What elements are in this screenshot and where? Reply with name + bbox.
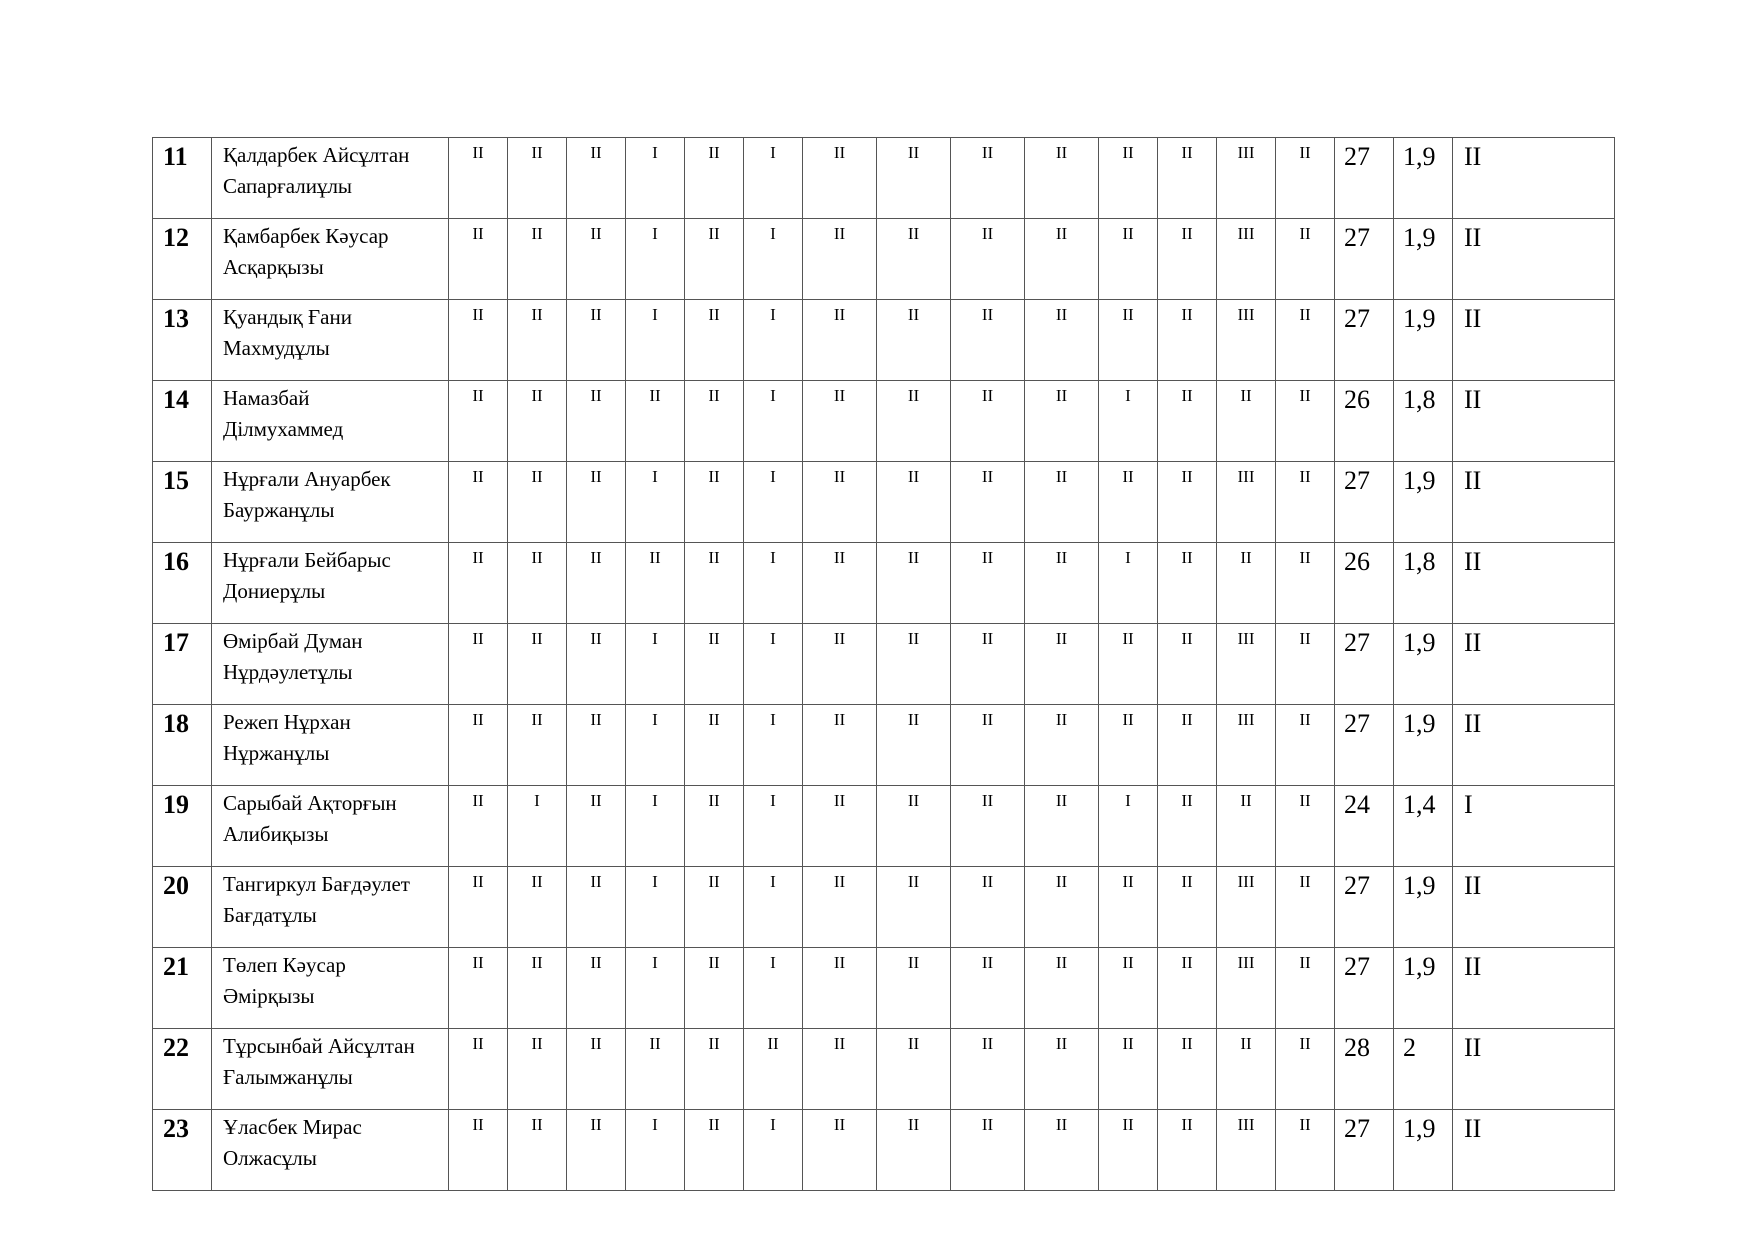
student-name — [212, 867, 449, 948]
grade-cell: III — [1217, 867, 1276, 948]
grade-cell: II — [803, 543, 877, 624]
grade-cell: II — [449, 948, 508, 1029]
grade-cell: II — [1158, 138, 1217, 219]
row-number: 18 — [153, 705, 212, 786]
level: II — [1453, 1110, 1615, 1191]
grade-cell: II — [1158, 381, 1217, 462]
student-name-line1: Нұрғали Бейбарыс — [223, 548, 391, 572]
grade-cell: II — [508, 543, 567, 624]
grade-cell: I — [626, 705, 685, 786]
grade-cell: II — [877, 1110, 951, 1191]
student-name — [212, 1110, 449, 1191]
grade-cell: II — [1158, 300, 1217, 381]
grade-cell: II — [1276, 219, 1335, 300]
grade-cell: II — [1276, 705, 1335, 786]
grade-cell: I — [1099, 786, 1158, 867]
grade-cell: II — [685, 948, 744, 1029]
grade-cell: II — [508, 138, 567, 219]
level: II — [1453, 462, 1615, 543]
grade-cell: II — [803, 1110, 877, 1191]
grade-cell: II — [1025, 786, 1099, 867]
level: II — [1453, 381, 1615, 462]
grade-cell: II — [449, 219, 508, 300]
table-row — [153, 786, 1615, 867]
grade-cell: II — [685, 786, 744, 867]
grade-cell: II — [951, 705, 1025, 786]
student-name-line1: Сарыбай Ақторғын — [223, 791, 397, 815]
row-number: 14 — [153, 381, 212, 462]
level: II — [1453, 1029, 1615, 1110]
grade-cell: I — [626, 138, 685, 219]
level: II — [1453, 138, 1615, 219]
student-name-line2: Дониерұлы — [223, 579, 326, 603]
grade-cell: II — [567, 1110, 626, 1191]
student-name-line1: Тангиркул Бағдәулет — [223, 872, 410, 896]
grade-cell: II — [508, 705, 567, 786]
grade-cell: II — [685, 705, 744, 786]
grade-cell: II — [951, 219, 1025, 300]
total-score: 27 — [1335, 300, 1394, 381]
student-name-line1: Өмірбай Думан — [223, 629, 363, 653]
grade-cell: II — [1099, 867, 1158, 948]
grade-cell: II — [685, 219, 744, 300]
grade-cell: II — [1099, 1029, 1158, 1110]
grade-cell: II — [1025, 138, 1099, 219]
grade-cell: II — [1158, 948, 1217, 1029]
grade-cell: I — [744, 300, 803, 381]
grade-cell: II — [803, 624, 877, 705]
grade-cell: II — [567, 300, 626, 381]
table-row — [153, 624, 1615, 705]
student-name-line1: Төлеп Кәусар — [223, 953, 346, 977]
table-row — [153, 867, 1615, 948]
grade-cell: II — [803, 786, 877, 867]
grade-cell: I — [626, 1110, 685, 1191]
grade-cell: II — [567, 786, 626, 867]
grade-cell: II — [877, 462, 951, 543]
grade-cell: II — [567, 462, 626, 543]
grade-cell: II — [744, 1029, 803, 1110]
grade-cell: II — [449, 381, 508, 462]
grade-cell: II — [1276, 300, 1335, 381]
grade-cell: II — [877, 1029, 951, 1110]
student-name — [212, 462, 449, 543]
grade-cell: II — [567, 381, 626, 462]
student-name-line1: Ұласбек Мирас — [223, 1115, 362, 1139]
grade-cell: III — [1217, 462, 1276, 543]
row-number: 20 — [153, 867, 212, 948]
grade-cell: II — [803, 381, 877, 462]
average-score: 1,8 — [1394, 381, 1453, 462]
grade-cell: II — [1025, 624, 1099, 705]
grade-cell: II — [951, 381, 1025, 462]
grade-cell: II — [1276, 786, 1335, 867]
grade-cell: II — [803, 1029, 877, 1110]
grade-cell: II — [1099, 705, 1158, 786]
grade-cell: III — [1217, 138, 1276, 219]
grade-cell: II — [567, 948, 626, 1029]
average-score: 1,4 — [1394, 786, 1453, 867]
grade-cell: I — [744, 705, 803, 786]
grade-cell: II — [449, 705, 508, 786]
grade-cell: III — [1217, 219, 1276, 300]
student-name — [212, 219, 449, 300]
level: II — [1453, 219, 1615, 300]
grade-cell: II — [685, 462, 744, 543]
grade-cell: III — [1217, 624, 1276, 705]
grade-cell: I — [626, 867, 685, 948]
grade-cell: II — [508, 1029, 567, 1110]
grade-cell: II — [449, 624, 508, 705]
grade-cell: I — [744, 867, 803, 948]
grade-cell: II — [685, 867, 744, 948]
grade-cell: II — [449, 1110, 508, 1191]
grade-cell: II — [1099, 138, 1158, 219]
grade-cell: II — [803, 462, 877, 543]
grade-cell: II — [1025, 1029, 1099, 1110]
grade-cell: II — [626, 381, 685, 462]
grade-cell: II — [877, 867, 951, 948]
grade-cell: II — [567, 705, 626, 786]
grade-cell: II — [877, 786, 951, 867]
student-name-line2: Ділмухаммед — [223, 417, 344, 441]
grade-cell: II — [951, 624, 1025, 705]
total-score: 27 — [1335, 1110, 1394, 1191]
grade-cell: II — [951, 1110, 1025, 1191]
average-score: 1,9 — [1394, 462, 1453, 543]
grade-cell: II — [1099, 300, 1158, 381]
grade-cell: II — [567, 543, 626, 624]
grade-cell: II — [1025, 867, 1099, 948]
table-row — [153, 219, 1615, 300]
grade-cell: II — [1025, 1110, 1099, 1191]
student-name-line2: Олжасұлы — [223, 1146, 317, 1170]
grade-cell: II — [508, 624, 567, 705]
student-name — [212, 381, 449, 462]
grade-cell: I — [744, 786, 803, 867]
grade-cell: II — [1158, 624, 1217, 705]
grade-cell: II — [685, 624, 744, 705]
grade-cell: II — [1276, 462, 1335, 543]
grade-cell: I — [744, 462, 803, 543]
row-number: 13 — [153, 300, 212, 381]
table-row — [153, 1029, 1615, 1110]
grade-cell: II — [951, 300, 1025, 381]
grade-cell: II — [951, 543, 1025, 624]
level: II — [1453, 300, 1615, 381]
grade-cell: II — [1099, 219, 1158, 300]
row-number: 11 — [153, 138, 212, 219]
grade-cell: II — [1276, 1110, 1335, 1191]
grade-cell: I — [626, 462, 685, 543]
grade-cell: III — [1217, 948, 1276, 1029]
grade-cell: II — [449, 138, 508, 219]
total-score: 24 — [1335, 786, 1394, 867]
table-row — [153, 300, 1615, 381]
table-row — [153, 138, 1615, 219]
level: II — [1453, 624, 1615, 705]
student-name-line2: Нұрдәулетұлы — [223, 660, 353, 684]
grade-cell: I — [626, 219, 685, 300]
grade-cell: II — [1217, 381, 1276, 462]
grade-cell: II — [1025, 219, 1099, 300]
total-score: 27 — [1335, 705, 1394, 786]
grade-cell: II — [877, 381, 951, 462]
student-name-line2: Бағдатұлы — [223, 903, 317, 927]
grade-cell: II — [1158, 705, 1217, 786]
level: I — [1453, 786, 1615, 867]
row-number: 17 — [153, 624, 212, 705]
grade-cell: II — [685, 381, 744, 462]
table-row — [153, 462, 1615, 543]
grade-cell: II — [508, 219, 567, 300]
student-name — [212, 138, 449, 219]
grade-cell: I — [744, 381, 803, 462]
total-score: 28 — [1335, 1029, 1394, 1110]
grade-cell: I — [1099, 381, 1158, 462]
table-body — [153, 138, 1615, 1191]
grade-cell: II — [1217, 1029, 1276, 1110]
grade-cell: II — [449, 867, 508, 948]
student-name-line2: Нұржанұлы — [223, 741, 330, 765]
grade-cell: II — [626, 543, 685, 624]
student-name — [212, 543, 449, 624]
grade-cell: II — [1276, 138, 1335, 219]
grade-cell: II — [567, 624, 626, 705]
row-number: 16 — [153, 543, 212, 624]
grade-cell: II — [1158, 1110, 1217, 1191]
average-score: 1,8 — [1394, 543, 1453, 624]
total-score: 27 — [1335, 462, 1394, 543]
student-name-line1: Намазбай — [223, 386, 310, 410]
grade-cell: II — [803, 705, 877, 786]
level: II — [1453, 867, 1615, 948]
grade-cell: II — [508, 300, 567, 381]
grade-cell: II — [951, 867, 1025, 948]
grade-cell: III — [1217, 300, 1276, 381]
grade-cell: II — [508, 867, 567, 948]
grade-cell: II — [803, 867, 877, 948]
grade-cell: II — [1025, 705, 1099, 786]
grade-cell: II — [951, 786, 1025, 867]
average-score: 1,9 — [1394, 948, 1453, 1029]
table-row — [153, 948, 1615, 1029]
grade-cell: I — [626, 624, 685, 705]
student-name-line1: Тұрсынбай Айсұлтан — [223, 1034, 415, 1058]
student-name-line2: Әмірқызы — [223, 984, 315, 1008]
average-score: 1,9 — [1394, 705, 1453, 786]
total-score: 27 — [1335, 624, 1394, 705]
grade-cell: II — [803, 300, 877, 381]
grade-cell: II — [1158, 786, 1217, 867]
grade-cell: II — [1025, 948, 1099, 1029]
grade-cell: II — [803, 219, 877, 300]
grade-cell: II — [449, 543, 508, 624]
grade-cell: II — [508, 1110, 567, 1191]
grade-cell: II — [877, 219, 951, 300]
grade-cell: II — [1276, 948, 1335, 1029]
average-score: 1,9 — [1394, 624, 1453, 705]
average-score: 1,9 — [1394, 1110, 1453, 1191]
grade-cell: II — [1099, 462, 1158, 543]
grade-cell: II — [877, 300, 951, 381]
student-name — [212, 705, 449, 786]
grade-cell: I — [744, 138, 803, 219]
grade-cell: I — [744, 948, 803, 1029]
student-name-line2: Бауржанұлы — [223, 498, 335, 522]
student-name-line2: Сапарғалиұлы — [223, 174, 353, 198]
grade-cell: II — [1025, 543, 1099, 624]
grade-cell: II — [803, 138, 877, 219]
grade-cell: II — [449, 1029, 508, 1110]
row-number: 15 — [153, 462, 212, 543]
grade-cell: II — [508, 462, 567, 543]
grade-cell: II — [1276, 867, 1335, 948]
grade-cell: II — [685, 1029, 744, 1110]
level: II — [1453, 543, 1615, 624]
student-name-line2: Асқарқызы — [223, 255, 324, 279]
grade-cell: II — [567, 219, 626, 300]
student-name — [212, 786, 449, 867]
grade-cell: II — [1217, 786, 1276, 867]
student-name — [212, 948, 449, 1029]
average-score: 1,9 — [1394, 219, 1453, 300]
student-name-line1: Қуандық Ғани — [223, 305, 352, 329]
grade-cell: II — [1099, 1110, 1158, 1191]
grade-cell: II — [1158, 219, 1217, 300]
student-name-line1: Нұрғали Ануарбек — [223, 467, 391, 491]
row-number: 23 — [153, 1110, 212, 1191]
grade-cell: II — [1099, 624, 1158, 705]
grade-cell: II — [877, 624, 951, 705]
total-score: 26 — [1335, 381, 1394, 462]
grade-cell: II — [1158, 462, 1217, 543]
grade-cell: II — [449, 300, 508, 381]
total-score: 27 — [1335, 948, 1394, 1029]
student-name-line1: Қамбарбек Кәусар — [223, 224, 389, 248]
row-number: 19 — [153, 786, 212, 867]
grade-cell: II — [1158, 1029, 1217, 1110]
average-score: 1,9 — [1394, 867, 1453, 948]
grade-cell: II — [626, 1029, 685, 1110]
grade-cell: II — [685, 1110, 744, 1191]
row-number: 12 — [153, 219, 212, 300]
grade-cell: II — [1099, 948, 1158, 1029]
grade-cell: II — [951, 948, 1025, 1029]
level: II — [1453, 705, 1615, 786]
grades-table — [152, 137, 1615, 1191]
grade-cell: III — [1217, 705, 1276, 786]
level: II — [1453, 948, 1615, 1029]
grade-cell: I — [744, 543, 803, 624]
student-name — [212, 624, 449, 705]
grade-cell: I — [1099, 543, 1158, 624]
table-row — [153, 543, 1615, 624]
table-row — [153, 1110, 1615, 1191]
grade-cell: III — [1217, 1110, 1276, 1191]
grade-cell: II — [951, 462, 1025, 543]
row-number: 21 — [153, 948, 212, 1029]
grade-cell: II — [1025, 462, 1099, 543]
grade-cell: II — [1276, 1029, 1335, 1110]
grade-cell: II — [449, 462, 508, 543]
grade-cell: I — [626, 948, 685, 1029]
grade-cell: II — [1025, 381, 1099, 462]
grade-cell: II — [567, 867, 626, 948]
grade-cell: II — [1276, 624, 1335, 705]
grade-cell: II — [877, 543, 951, 624]
grade-cell: II — [1158, 867, 1217, 948]
grade-cell: II — [567, 1029, 626, 1110]
student-name — [212, 300, 449, 381]
grade-cell: II — [1276, 381, 1335, 462]
total-score: 27 — [1335, 138, 1394, 219]
table-row — [153, 381, 1615, 462]
grade-cell: II — [877, 705, 951, 786]
grade-cell: II — [877, 138, 951, 219]
grade-cell: II — [685, 300, 744, 381]
grade-cell: II — [567, 138, 626, 219]
grade-cell: I — [626, 786, 685, 867]
grade-cell: II — [508, 381, 567, 462]
grade-cell: II — [685, 543, 744, 624]
grade-cell: I — [626, 300, 685, 381]
row-number: 22 — [153, 1029, 212, 1110]
grade-cell: II — [1276, 543, 1335, 624]
grade-cell: II — [508, 948, 567, 1029]
grade-cell: I — [744, 1110, 803, 1191]
total-score: 27 — [1335, 867, 1394, 948]
grade-cell: II — [877, 948, 951, 1029]
average-score: 2 — [1394, 1029, 1453, 1110]
total-score: 26 — [1335, 543, 1394, 624]
total-score: 27 — [1335, 219, 1394, 300]
student-name-line2: Ғалымжанұлы — [223, 1065, 353, 1089]
grade-cell: I — [744, 219, 803, 300]
grade-cell: II — [1217, 543, 1276, 624]
grade-cell: II — [1025, 300, 1099, 381]
average-score: 1,9 — [1394, 300, 1453, 381]
grade-cell: I — [508, 786, 567, 867]
student-name — [212, 1029, 449, 1110]
student-name-line1: Қалдарбек Айсұлтан — [223, 143, 410, 167]
student-name-line2: Алибиқызы — [223, 822, 329, 846]
grade-cell: II — [449, 786, 508, 867]
grade-cell: II — [803, 948, 877, 1029]
grade-cell: II — [1158, 543, 1217, 624]
grade-cell: II — [951, 1029, 1025, 1110]
student-name-line2: Махмудұлы — [223, 336, 330, 360]
grade-cell: II — [685, 138, 744, 219]
grade-cell: I — [744, 624, 803, 705]
average-score: 1,9 — [1394, 138, 1453, 219]
grade-cell: II — [951, 138, 1025, 219]
table-row — [153, 705, 1615, 786]
student-name-line1: Режеп Нұрхан — [223, 710, 351, 734]
